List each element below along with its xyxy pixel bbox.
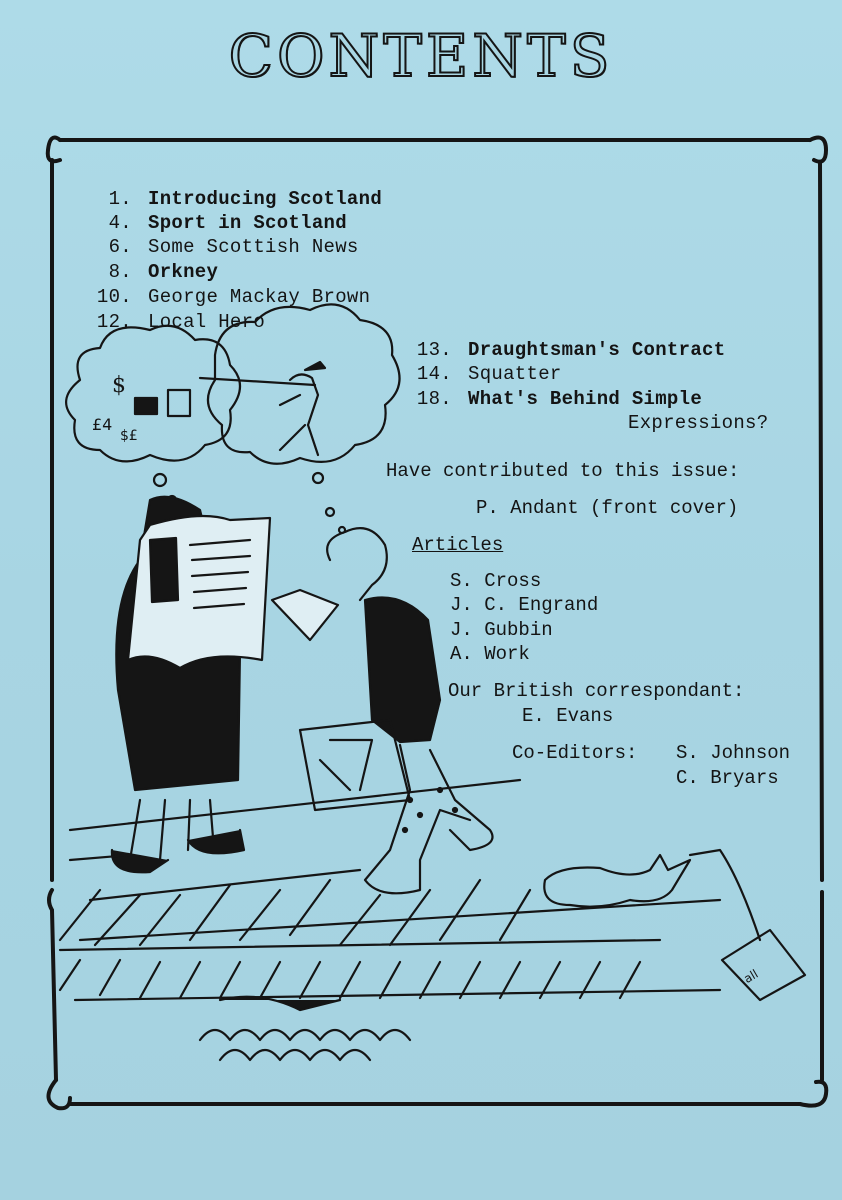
toc-entry: 4. Sport in Scotland — [108, 212, 347, 234]
correspondent-name: E. Evans — [522, 705, 614, 727]
articles-heading: Articles — [412, 534, 504, 556]
contributors-heading: Have contributed to this issue: — [386, 460, 740, 482]
toc-entry: 6. Some Scottish News — [108, 236, 359, 258]
toc-entry-continued: Expressions? — [628, 412, 769, 434]
toc-entry: 10. George Mackay Brown — [96, 286, 371, 308]
front-cover-credit: P. Andant (front cover) — [476, 497, 739, 519]
article-author: S. Cross — [450, 570, 542, 592]
toc-entry: 12. Local Hero — [96, 311, 266, 333]
toc-entry: 14. Squatter — [416, 363, 562, 385]
toc-entry: 8. Orkney — [108, 261, 219, 283]
co-editors-label: Co-Editors: — [512, 742, 638, 764]
article-author: A. Work — [450, 643, 530, 665]
co-editor-name: C. Bryars — [676, 767, 779, 789]
article-author: J. Gubbin — [450, 619, 553, 641]
page-title: CONTENTS — [228, 22, 614, 90]
svg-text:$£: $£ — [120, 428, 138, 444]
article-author: J. C. Engrand — [450, 594, 599, 616]
svg-text:£4: £4 — [92, 415, 113, 434]
svg-text:$: $ — [112, 373, 126, 398]
toc-entry: 13. Draughtsman's Contract — [416, 339, 726, 361]
svg-text:all: all — [741, 966, 761, 986]
toc-entry: 18. What's Behind Simple — [416, 388, 703, 410]
toc-entry: 1. Introducing Scotland — [108, 188, 383, 210]
co-editor-name: S. Johnson — [676, 742, 791, 764]
correspondent-heading: Our British correspondant: — [448, 680, 745, 702]
